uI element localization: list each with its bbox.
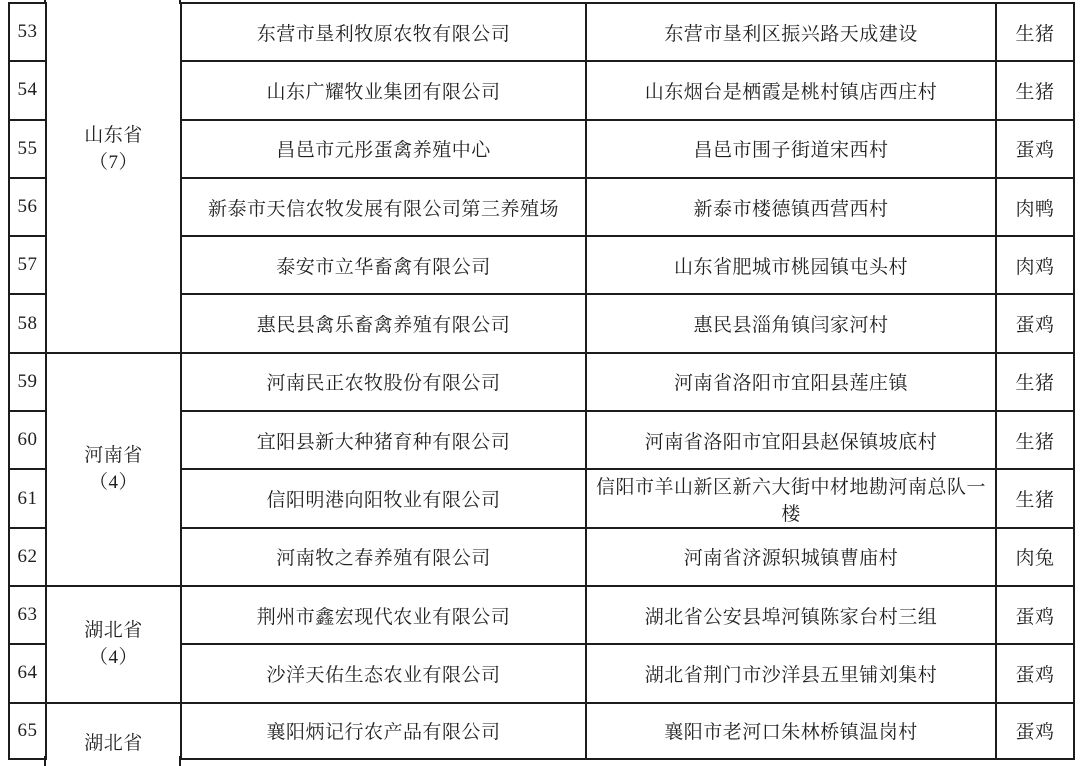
province-name: 河南省 (84, 445, 143, 467)
clipped-cell-border-segment (179, 756, 181, 766)
livestock-farm-table (8, 2, 1075, 760)
province-name: 山东省 (84, 125, 143, 147)
address-cell: 河南省洛阳市宜阳县赵保镇坡底村 (586, 411, 996, 469)
company-cell: 泰安市立华畜禽有限公司 (181, 236, 586, 294)
province-cell (46, 703, 181, 759)
address-cell: 新泰市楼德镇西营西村 (586, 178, 996, 236)
province-name: 湖北省 (84, 620, 143, 642)
table-row (9, 586, 1074, 644)
province-cell (46, 353, 181, 586)
table-row (9, 353, 1074, 411)
row-number-cell: 57 (9, 236, 46, 294)
clipped-cell-border-segment (44, 756, 46, 766)
row-number-cell: 60 (9, 411, 46, 469)
animal-type-cell: 生猪 (996, 411, 1074, 469)
address-cell: 湖北省荆门市沙洋县五里铺刘集村 (586, 644, 996, 702)
province-count: （4） (88, 472, 138, 494)
table-row (9, 703, 1074, 759)
address-cell: 河南省洛阳市宜阳县莲庄镇 (586, 353, 996, 411)
address-cell: 东营市垦利区振兴路天成建设 (586, 3, 996, 61)
province-count: （7） (88, 152, 138, 174)
livestock-table-body (9, 3, 1074, 759)
row-number-cell: 65 (9, 703, 46, 759)
animal-type-cell: 蛋鸡 (996, 644, 1074, 702)
company-cell: 襄阳炳记行农产品有限公司 (181, 703, 586, 759)
company-cell: 宜阳县新大种猪育种有限公司 (181, 411, 586, 469)
row-number-cell: 54 (9, 61, 46, 119)
company-cell: 荆州市鑫宏现代农业有限公司 (181, 586, 586, 644)
company-cell: 信阳明港向阳牧业有限公司 (181, 469, 586, 527)
animal-type-cell: 肉鸡 (996, 236, 1074, 294)
province-cell (46, 3, 181, 353)
animal-type-cell: 蛋鸡 (996, 703, 1074, 759)
animal-type-cell: 生猪 (996, 353, 1074, 411)
province-cell (46, 586, 181, 703)
address-cell: 湖北省公安县埠河镇陈家台村三组 (586, 586, 996, 644)
animal-type-cell: 肉鸭 (996, 178, 1074, 236)
company-cell: 沙洋天佑生态农业有限公司 (181, 644, 586, 702)
animal-type-cell: 生猪 (996, 61, 1074, 119)
address-cell: 河南省济源轵城镇曹庙村 (586, 528, 996, 586)
address-cell: 山东省肥城市桃园镇屯头村 (586, 236, 996, 294)
animal-type-cell: 蛋鸡 (996, 120, 1074, 178)
animal-type-cell: 肉兔 (996, 528, 1074, 586)
animal-type-cell: 生猪 (996, 3, 1074, 61)
row-number-cell: 64 (9, 644, 46, 702)
animal-type-cell: 生猪 (996, 469, 1074, 527)
company-cell: 惠民县禽乐畜禽养殖有限公司 (181, 294, 586, 352)
clipped-cell-border-segment (179, 0, 181, 4)
province-name: 湖北省 (84, 732, 143, 754)
company-cell: 昌邑市元彤蛋禽养殖中心 (181, 120, 586, 178)
row-number-cell: 62 (9, 528, 46, 586)
address-cell: 惠民县淄角镇闫家河村 (586, 294, 996, 352)
row-number-cell: 55 (9, 120, 46, 178)
address-cell: 山东烟台是栖霞是桃村镇店西庄村 (586, 61, 996, 119)
row-number-cell: 56 (9, 178, 46, 236)
company-cell: 河南牧之春养殖有限公司 (181, 528, 586, 586)
animal-type-cell: 蛋鸡 (996, 294, 1074, 352)
row-number-cell: 63 (9, 586, 46, 644)
company-cell: 东营市垦利牧原农牧有限公司 (181, 3, 586, 61)
clipped-cell-border-segment (44, 0, 46, 4)
row-number-cell: 58 (9, 294, 46, 352)
company-cell: 新泰市天信农牧发展有限公司第三养殖场 (181, 178, 586, 236)
address-cell: 信阳市羊山新区新六大街中材地勘河南总队一楼 (586, 469, 996, 527)
province-count: （4） (88, 647, 138, 669)
row-number-cell: 53 (9, 3, 46, 61)
row-number-cell: 61 (9, 469, 46, 527)
row-number-cell: 59 (9, 353, 46, 411)
company-cell: 山东广耀牧业集团有限公司 (181, 61, 586, 119)
address-cell: 襄阳市老河口朱林桥镇温岗村 (586, 703, 996, 759)
address-cell: 昌邑市围子街道宋西村 (586, 120, 996, 178)
table-row (9, 3, 1074, 61)
company-cell: 河南民正农牧股份有限公司 (181, 353, 586, 411)
animal-type-cell: 蛋鸡 (996, 586, 1074, 644)
